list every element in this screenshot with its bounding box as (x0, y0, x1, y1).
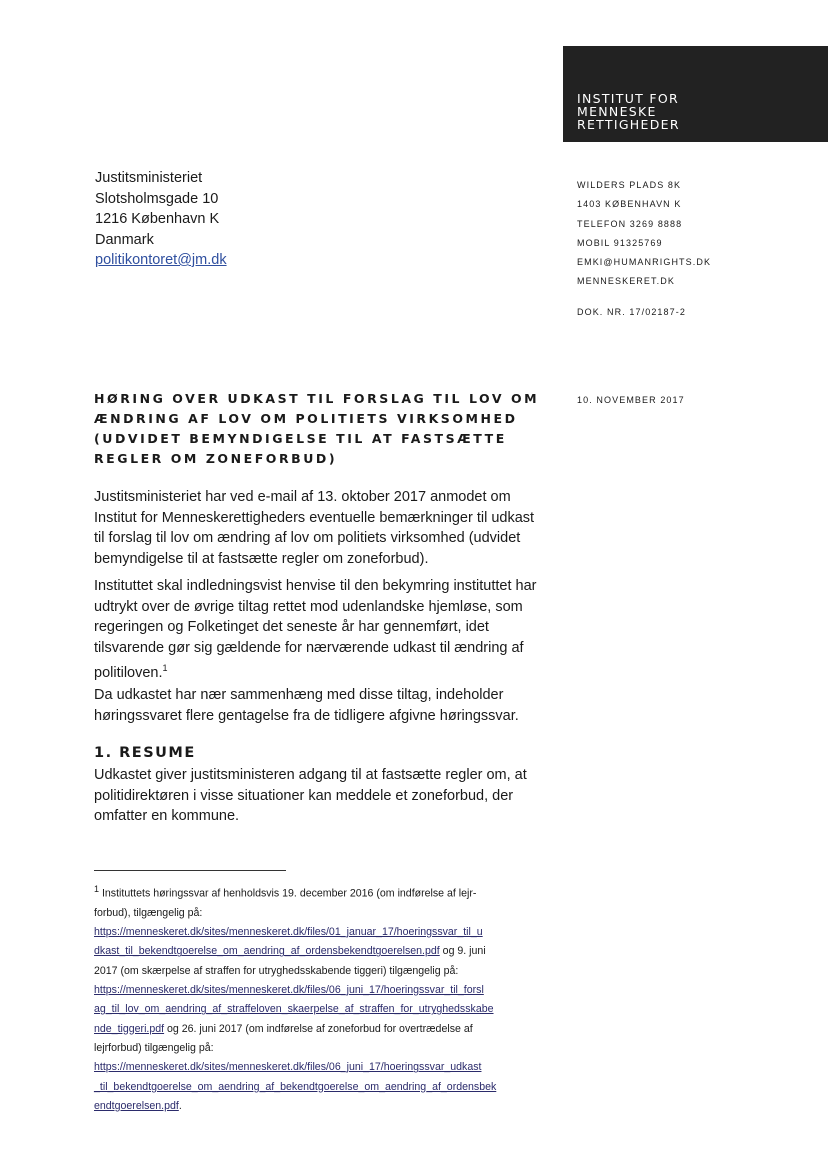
recipient-address (95, 168, 227, 271)
paragraph-line: Da udkastet har nær sammenhæng med disse tiltag, indeholder (94, 687, 504, 703)
title-line: (UDVIDET BEMYNDIGELSE TIL AT FASTSÆTTE (94, 431, 507, 446)
body-paragraph-4 (94, 765, 554, 827)
recipient-line: Justitsministeriet (95, 170, 203, 186)
recipient-email-link[interactable]: politikontoret@jm.dk (95, 252, 227, 268)
paragraph-line: regeringen og Folketinget det seneste år har gennemført, idet (94, 619, 489, 635)
paragraph-line: bemyndigelse til at fastsætte regler om zoneforbud). (94, 550, 429, 567)
paragraph-line (94, 658, 554, 683)
footnote-link-3[interactable]: https://menneskeret.dk/sites/menneskeret.dk/files/06_juni_17/hoeringssvar_udkast (94, 1061, 482, 1074)
footnote-line (94, 1078, 496, 1097)
paragraph-line: Justitsministeriet har ved e-mail af 13. oktober 2017 anmodet om (94, 489, 511, 505)
paragraph-text: politiloven. (94, 664, 163, 681)
paragraph-line: tilsvarende gør sig gældende for nærværende udkast til ændring af (94, 639, 524, 656)
logo-line-3: RETTIGHEDER (577, 117, 680, 132)
body-paragraph-3 (94, 685, 554, 726)
footnote-line (94, 942, 496, 961)
footnote-link-2[interactable]: nde_tiggeri.pdf (94, 1022, 165, 1035)
recipient-line: 1216 København K (95, 211, 220, 227)
institute-logo (563, 46, 828, 142)
footnote-line: 2017 (om skærpelse af straffen for utryghedsskabende tiggeri) tilgængelig på: (94, 964, 459, 977)
letter-title (94, 389, 544, 469)
document-number: DOK. NR. 17/02187-2 (577, 307, 686, 317)
footnote-number: 1 (94, 884, 100, 894)
footnote-text: Instituttets høringssvar af henholdsvis 19. december 2016 (om indførelse af lejr- (101, 887, 477, 900)
paragraph-line: Udkastet giver justitsministeren adgang til at fastsætte regler om, at (94, 767, 527, 783)
footnote-text: og 26. juni 2017 (om indførelse af zoneforbud for overtrædelse af (164, 1022, 473, 1035)
sender-address-line: WILDERS PLADS 8K (577, 180, 682, 190)
footnote-line (94, 1000, 496, 1019)
recipient-line: Slotsholmsgade 10 (95, 190, 219, 207)
sender-email: EMKI@HUMANRIGHTS.DK (577, 257, 712, 268)
title-line: ÆNDRING AF LOV OM POLITIETS VIRKSOMHED (94, 411, 518, 426)
footnote-link-3[interactable]: _til_bekendtgoerelse_om_aendring_af_bekendtgoerelse_om_aendring_af_ordensbek (94, 1080, 497, 1093)
footnote-link-2[interactable]: https://menneskeret.dk/sites/menneskeret.dk/files/06_juni_17/hoeringssvar_til_forsl (94, 984, 484, 997)
footnote-line (94, 981, 496, 1000)
footnote-line (94, 1058, 496, 1077)
footnote-link-2[interactable]: ag_til_lov_om_aendring_af_straffeloven_skaerpelse_af_straffen_for_utryghedsskabe (94, 1003, 494, 1016)
footnote-line (94, 1097, 496, 1116)
footnote-reference[interactable]: 1 (162, 663, 168, 673)
paragraph-line: høringssvaret flere gentagelse fra de tidligere afgivne høringssvar. (94, 707, 519, 724)
title-line: HØRING OVER UDKAST TIL FORSLAG TIL LOV OM (94, 391, 540, 406)
paragraph-line: Instituttet skal indledningsvist henvise til den bekymring instituttet har (94, 578, 537, 594)
body-paragraph-1 (94, 487, 554, 569)
paragraph-line: omfatter en kommune. (94, 808, 240, 824)
recipient-line: Danmark (95, 231, 154, 248)
footnote-text: . (178, 1099, 182, 1112)
footnote-link-1[interactable]: https://menneskeret.dk/sites/menneskeret.dk/files/01_januar_17/hoeringssvar_til_u (94, 926, 483, 939)
letter-date: 10. NOVEMBER 2017 (577, 395, 685, 405)
footnote-line: forbud), tilgængelig på: (94, 906, 203, 919)
footnote-line (94, 880, 496, 904)
paragraph-line: til forslag til lov om ændring af lov om politiets virksomhed (udvidet (94, 530, 521, 546)
footnote-divider (94, 870, 286, 871)
sender-website: MENNESKERET.DK (577, 276, 675, 287)
body-paragraph-2 (94, 576, 554, 683)
footnote-link-3[interactable]: endtgoerelsen.pdf (94, 1099, 179, 1112)
footnote-link-1[interactable]: dkast_til_bekendtgoerelse_om_aendring_af_ordensbekendtgoerelsen.pdf (94, 945, 440, 958)
footnote-line (94, 1020, 496, 1039)
footnote (94, 880, 496, 1116)
logo-line-1: INSTITUT FOR (577, 91, 680, 106)
paragraph-line: udtrykt over de øvrige tiltag rettet mod udenlandske hjemløse, som (94, 598, 523, 615)
sender-phone: TELEFON 3269 8888 (577, 218, 683, 229)
paragraph-line: politidirektøren i visse situationer kan meddele et zoneforbud, der (94, 787, 514, 804)
title-line: REGLER OM ZONEFORBUD) (94, 451, 338, 466)
footnote-text: og 9. juni (439, 945, 486, 958)
sender-contact-info (577, 176, 711, 292)
paragraph-line: Institut for Menneskerettigheders eventuelle bemærkninger til udkast (94, 509, 535, 526)
section-heading: 1. RESUME (94, 745, 196, 761)
logo-line-2: MENNESKE (577, 104, 657, 119)
footnote-line (94, 923, 496, 942)
sender-address-line: 1403 KØBENHAVN K (577, 199, 682, 210)
sender-mobile: MOBIL 91325769 (577, 237, 663, 248)
footnote-line: lejrforbud) tilgængelig på: (94, 1041, 214, 1054)
